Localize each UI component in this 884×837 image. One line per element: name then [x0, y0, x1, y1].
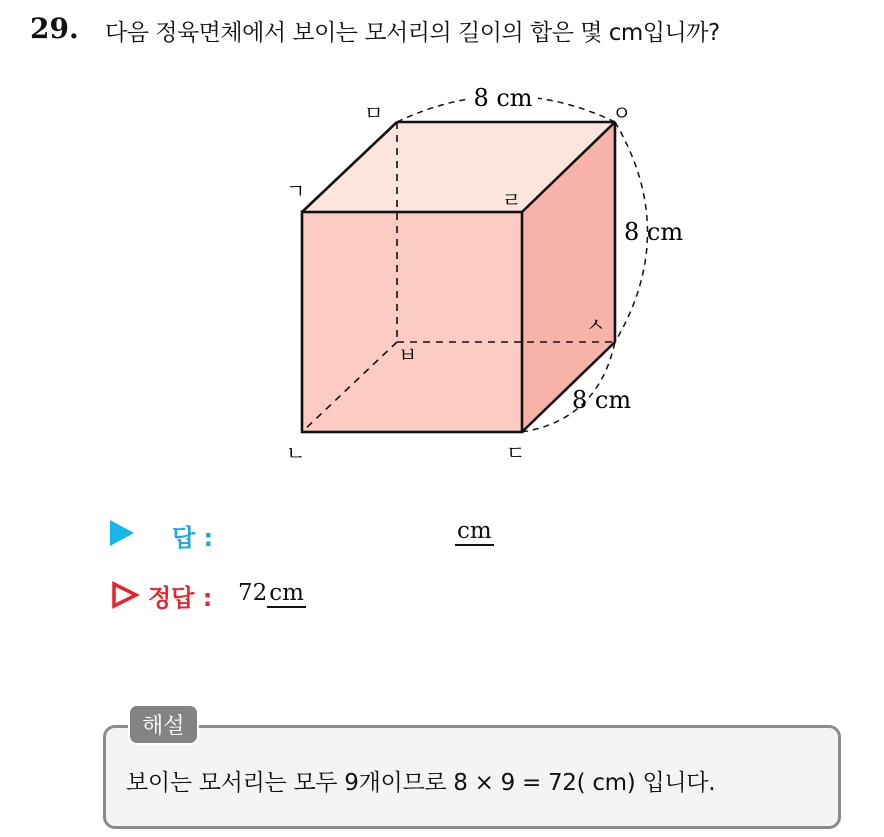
outline-triangle-icon: [110, 580, 140, 610]
question-text: 다음 정육면체에서 보이는 모서리의 길이의 합은 몇 cm입니까?: [105, 20, 720, 46]
answer-row: [110, 516, 610, 552]
correct-answer-label: 정답 :: [148, 584, 213, 612]
vertex-label-o: ㅇ: [612, 101, 632, 125]
vertex-label-m: ㅁ: [364, 101, 384, 125]
vertex-label-s: ㅅ: [586, 313, 606, 337]
correct-answer-row: [110, 578, 610, 614]
answer-label: 답 :: [172, 524, 214, 552]
question-number: 29.: [30, 12, 79, 45]
vertex-label-g: ㄱ: [286, 179, 306, 203]
length-label-right: 8 cm: [624, 218, 684, 246]
explanation-tab: 해설: [128, 704, 199, 745]
length-label-top: 8 cm: [473, 84, 533, 112]
correct-answer-value: [238, 580, 306, 606]
explanation-text: 보이는 모서리는 모두 9개이므로 8 × 9 = 72( cm) 입니다.: [126, 770, 716, 796]
length-label-bottom: 8 cm: [572, 386, 632, 414]
play-triangle-icon: [110, 520, 134, 546]
cube-figure: [250, 80, 700, 484]
cube-svg: [250, 80, 700, 480]
answer-unit: cm: [457, 518, 492, 544]
vertex-label-d: ㄷ: [506, 441, 526, 465]
cube-front-face: [302, 212, 522, 432]
vertex-label-b: ㅂ: [398, 343, 418, 367]
correct-answer-unit: cm: [269, 580, 304, 606]
correct-answer-number: 72: [238, 580, 268, 606]
vertex-label-r: ㄹ: [502, 188, 522, 212]
vertex-label-n: ㄴ: [286, 441, 306, 465]
